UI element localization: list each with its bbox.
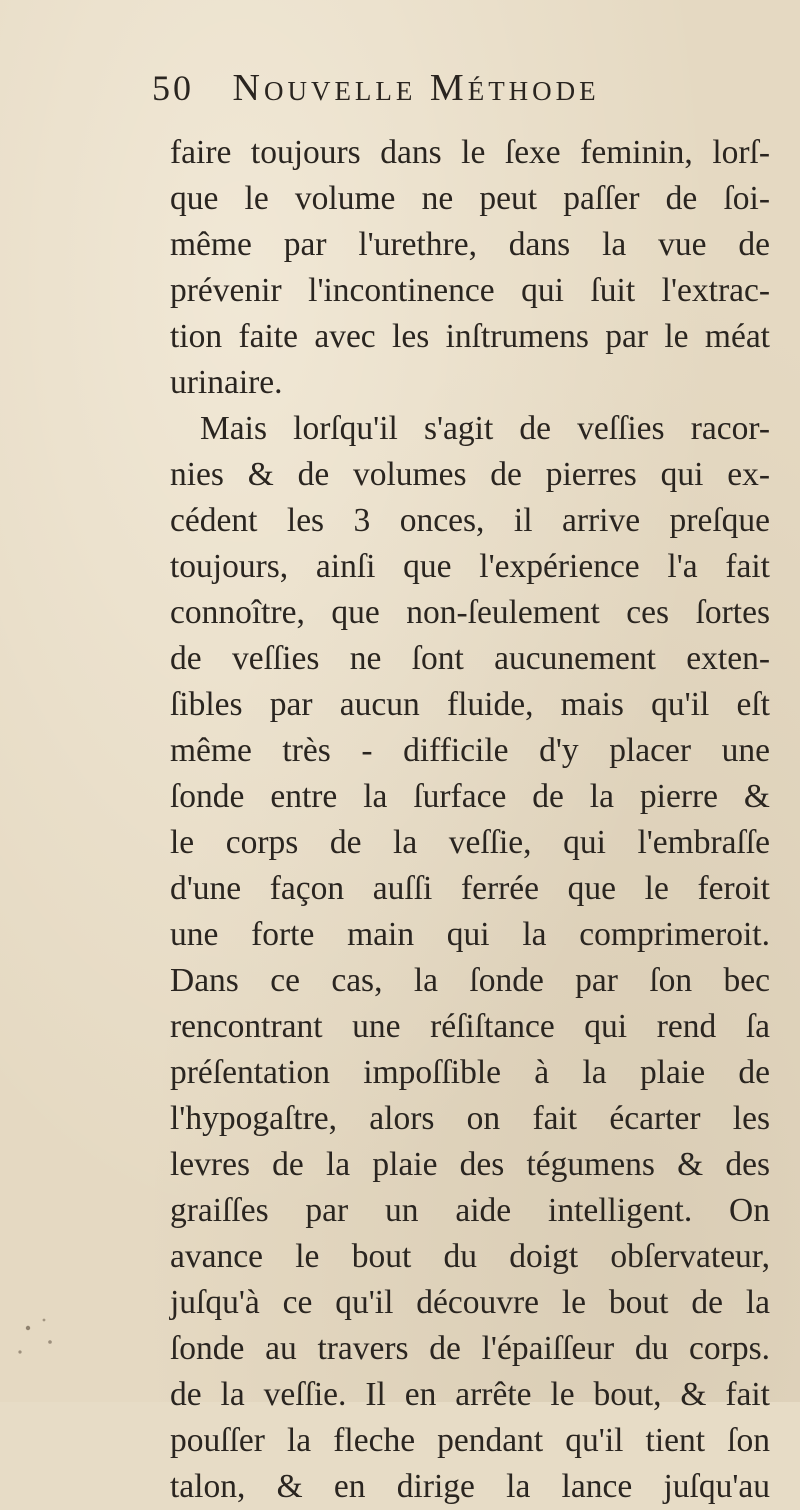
text-line: pouſſer la fleche pendant qu'il tient ſon bbox=[170, 1422, 770, 1459]
text-line: graiſſes par un aide intelligent. On bbox=[170, 1192, 770, 1229]
text-line: juſqu'à ce qu'il découvre le bout de la bbox=[170, 1284, 770, 1321]
text-line: levres de la plaie des tégumens & des bbox=[170, 1146, 770, 1183]
text-line: Dans ce cas, la ſonde par ſon bec bbox=[170, 962, 770, 999]
text-line: même par l'urethre, dans la vue de bbox=[170, 226, 770, 263]
text-line: l'hypogaſtre, alors on fait écarter les bbox=[170, 1100, 770, 1137]
text-line: de la veſſie. Il en arrête le bout, & fait bbox=[170, 1376, 770, 1413]
text-line: prévenir l'incontinence qui ſuit l'extrac- bbox=[170, 272, 770, 309]
text-line: que le volume ne peut paſſer de ſoi- bbox=[170, 180, 770, 217]
running-head: Nouvelle Méthode bbox=[232, 67, 600, 109]
text-line: ſibles par aucun fluide, mais qu'il eſt bbox=[170, 686, 770, 723]
text-line: de veſſies ne ſont aucunement exten- bbox=[170, 640, 770, 677]
text-line: tion faite avec les inſtrumens par le méat bbox=[170, 318, 770, 355]
text-line: connoître, que non-ſeulement ces ſortes bbox=[170, 594, 770, 631]
paper-specks bbox=[0, 1290, 120, 1390]
text-line: faire toujours dans le ſexe feminin, lorſ- bbox=[170, 134, 770, 171]
page-header bbox=[152, 66, 772, 126]
text-line: avance le bout du doigt obſervateur, bbox=[170, 1238, 770, 1275]
body-text bbox=[170, 130, 770, 1510]
text-line: rencontrant une réſiſtance qui rend ſa bbox=[170, 1008, 770, 1045]
text-line: préſentation impoſſible à la plaie de bbox=[170, 1054, 770, 1091]
text-line: urinaire. bbox=[170, 364, 283, 401]
text-line: talon, & en dirige la lance juſqu'au bbox=[170, 1468, 770, 1505]
text-line: toujours, ainſi que l'expérience l'a fait bbox=[170, 548, 770, 585]
text-line: d'une façon auſſi ferrée que le feroit bbox=[170, 870, 770, 907]
text-line: nies & de volumes de pierres qui ex- bbox=[170, 456, 770, 493]
text-line: même très - difficile d'y placer une bbox=[170, 732, 770, 769]
page-number: 50 bbox=[152, 68, 194, 108]
text-line: cédent les 3 onces, il arrive preſque bbox=[170, 502, 770, 539]
text-line: une forte main qui la comprimeroit. bbox=[170, 916, 770, 953]
text-line: Mais lorſqu'il s'agit de veſſies racor- bbox=[200, 410, 770, 447]
text-line: ſonde au travers de l'épaiſſeur du corps. bbox=[170, 1330, 770, 1367]
text-line: le corps de la veſſie, qui l'embraſſe bbox=[170, 824, 770, 861]
text-line: ſonde entre la ſurface de la pierre & bbox=[170, 778, 770, 815]
